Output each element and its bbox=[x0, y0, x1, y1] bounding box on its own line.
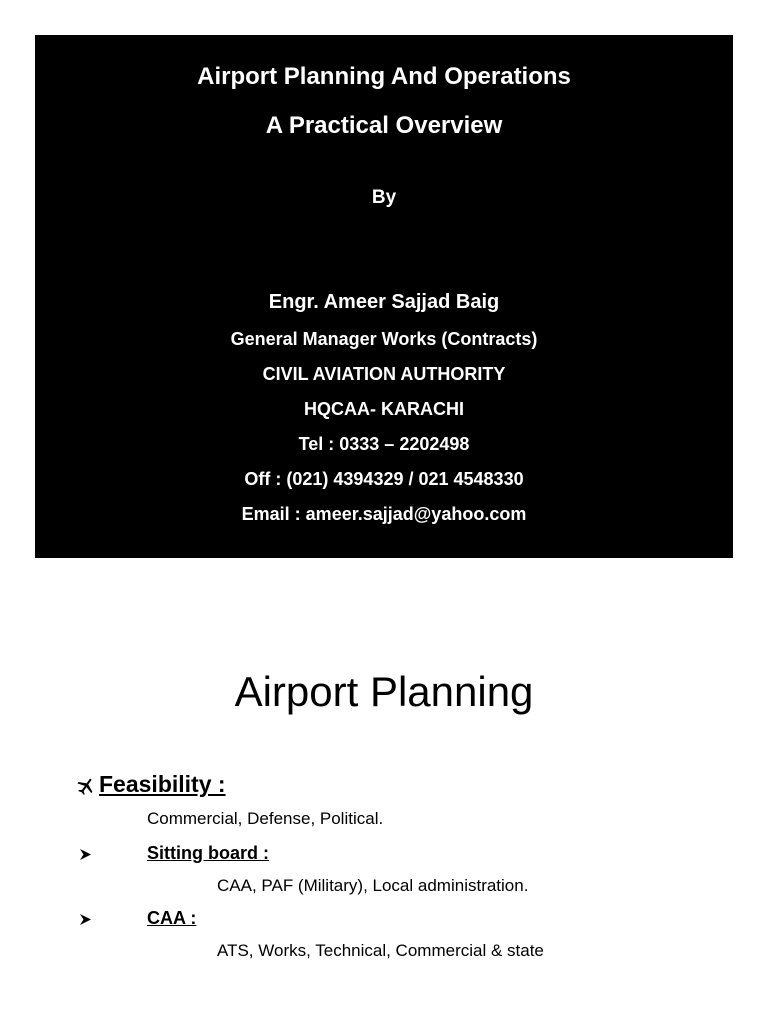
caa-heading: CAA : bbox=[147, 908, 197, 928]
presentation-title: Airport Planning And Operations bbox=[197, 63, 571, 90]
organization-location: HQCAA- KARACHI bbox=[304, 399, 464, 419]
airplane-icon bbox=[76, 776, 96, 796]
office-phone: Off : (021) 4394329 / 021 4548330 bbox=[244, 469, 524, 489]
arrow-bullet-icon bbox=[79, 848, 92, 861]
by-label: By bbox=[371, 187, 397, 208]
slide-title: Airport Planning bbox=[234, 668, 534, 715]
email-address: Email : ameer.sajjad@yahoo.com bbox=[241, 504, 527, 524]
feasibility-heading: Feasibility : bbox=[99, 771, 226, 797]
telephone-number: Tel : 0333 – 2202498 bbox=[298, 434, 470, 454]
author-name: Engr. Ameer Sajjad Baig bbox=[268, 291, 500, 313]
feasibility-detail: Commercial, Defense, Political. bbox=[147, 809, 384, 828]
arrow-bullet-icon bbox=[79, 913, 92, 926]
sitting-board-heading: Sitting board : bbox=[147, 843, 269, 863]
title-slide bbox=[35, 35, 733, 558]
author-role: General Manager Works (Contracts) bbox=[230, 329, 538, 349]
presentation-subtitle: A Practical Overview bbox=[265, 112, 503, 139]
sitting-board-detail: CAA, PAF (Military), Local administration. bbox=[217, 876, 529, 895]
caa-detail: ATS, Works, Technical, Commercial & state bbox=[217, 941, 544, 960]
organization-name: CIVIL AVIATION AUTHORITY bbox=[262, 364, 506, 384]
